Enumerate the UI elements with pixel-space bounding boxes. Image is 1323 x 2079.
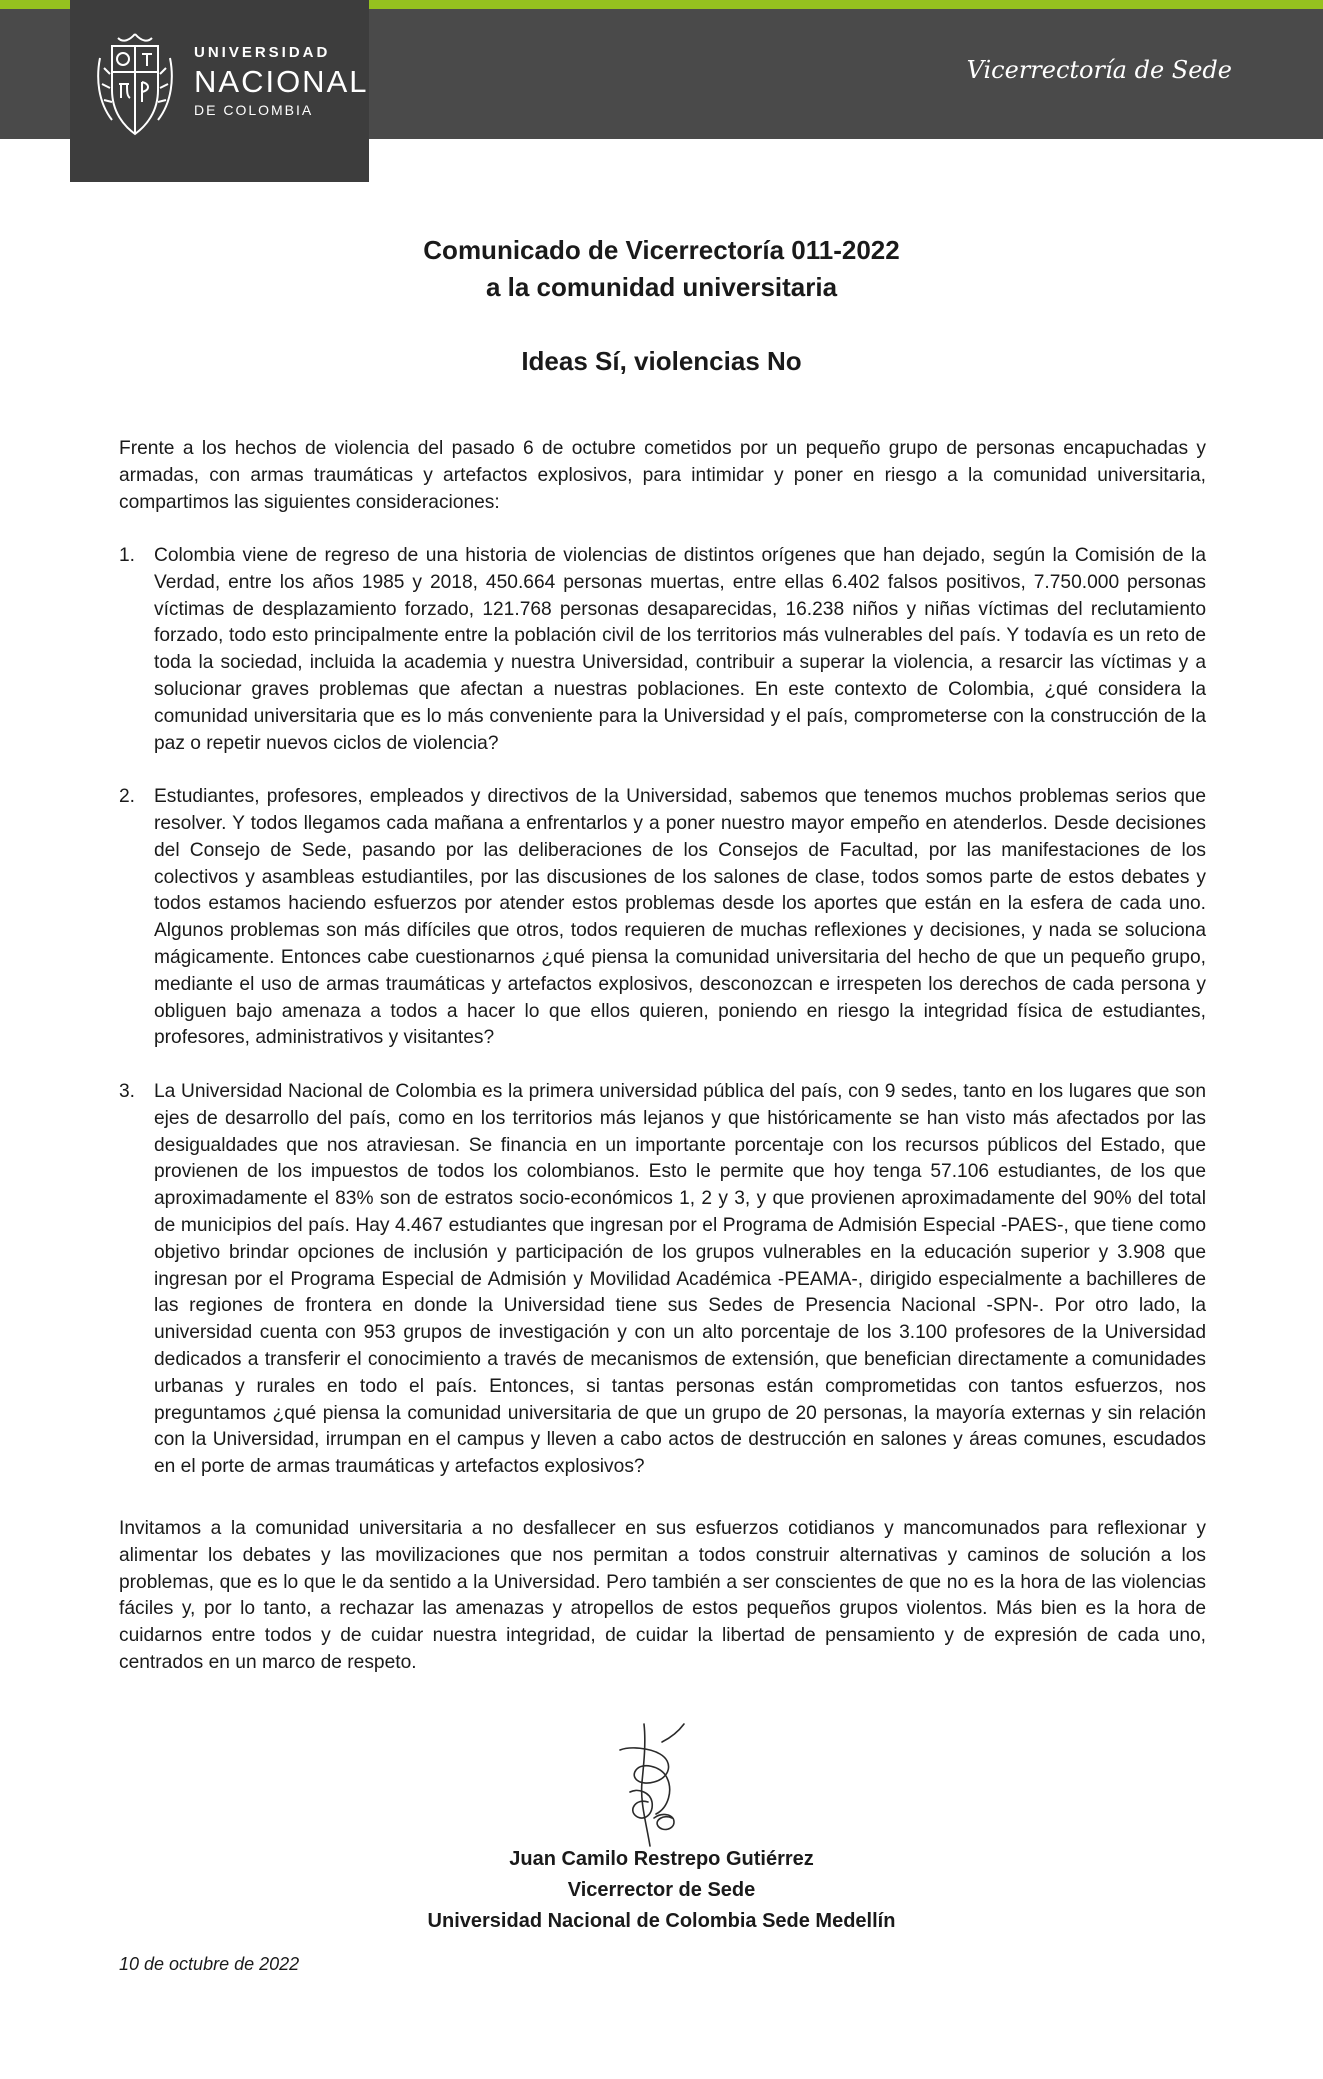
list-item <box>119 543 1206 757</box>
intro-paragraph: Frente a los hechos de violencia del pasado 6 de octubre cometidos por un pequeño grupo de personas encapuchadas y armadas, con armas traumáticas y artefactos explosivos, para intimidar y poner en riesgo a la comunidad universitaria, compartimos las siguientes consideraciones: <box>119 438 1206 513</box>
list-item-number: 1. <box>119 545 136 566</box>
university-logo <box>70 0 369 182</box>
title-line1: Comunicado de Vicerrectoría 011-2022 <box>423 235 900 265</box>
list-item-text: Colombia viene de regreso de una historia de violencias de distintos orígenes que han dejado, según la Comisión de la Verdad, entre los años 1985 y 2018, 450.664 personas muertas, entre ellas 6.402 falsos positivos, 7.750.000 personas víctimas de desplazamiento forzado, 121.768 personas desaparecidas, 16.238 niños y niñas víctimas del reclutamiento forzado, todo esto principalmente entre la población civil de los territorios más vulnerables del país. Y todavía es un reto de toda la sociedad, incluida la academia y nuestra Universidad, contribuir a superar la violencia, a resarcir las víctimas y a solucionar graves problemas que afectan a nuestras poblaciones. En este contexto de Colombia, ¿qué considera la comunidad universitaria que es lo más conveniente para la Universidad y el país, comprometerse con la construcción de la paz o repetir nuevos ciclos de violencia? <box>154 545 1206 754</box>
list-item-text: La Universidad Nacional de Colombia es la primera universidad pública del país, con 9 sedes, tanto en los lugares que son ejes de desarrollo del país, como en los territorios más lejanos y que históricamente se han visto más afectados por las desigualdades que nos atraviesan. Se financia en un importante porcentaje con los recursos públicos del Estado, que provienen de los impuestos de todos los colombianos. Esto le permite que hoy tenga 57.106 estudiantes, de los que aproximadamente el 83% son de estratos socio-económicos 1, 2 y 3, y que provienen aproximadamente del 90% del total de municipios del país. Hay 4.467 estudiantes que ingresan por el Programa de Admisión Especial -PAES-, que tiene como objetivo brindar opciones de inclusión y participación de los grupos vulnerables en la educación superior y 3.908 que ingresan por el Programa Especial de Admisión y Movilidad Académica -PEAMA-, dirigido especialmente a bachilleres de las regiones de frontera en donde la Universidad tiene sus Sedes de Presencia Nacional -SPN-. Por otro lado, la universidad cuenta con 953 grupos de investigación y con un alto porcentaje de los 3.100 profesores de la Universidad dedicados a transferir el conocimiento a través de mecanismos de extensión, que benefician directamente a comunidades urbanas y rurales en todo el país. Entonces, si tantas personas están comprometidas con tantos esfuerzos, nos preguntamos ¿qué piensa la comunidad universitaria de que un grupo de 20 personas, la mayoría externas y sin relación con la Universidad, irrumpan en el campus y lleven a cabo actos de destrucción en salones y áreas comunes, escudados en el porte de armas traumáticas y artefactos explosivos? <box>154 1080 1206 1478</box>
university-name-line1: UNIVERSIDAD <box>194 44 331 61</box>
handwritten-signature <box>600 1722 700 1852</box>
title-line2: a la comunidad universitaria <box>485 272 838 302</box>
university-crest-icon <box>92 28 178 140</box>
list-item-number: 2. <box>119 786 136 808</box>
signer-role: Vicerrector de Sede <box>567 1879 756 1901</box>
university-name-line3: DE COLOMBIA <box>194 102 314 118</box>
considerations-list <box>119 543 1206 1508</box>
signer-organization: Universidad Nacional de Colombia Sede Medellín <box>427 1910 896 1932</box>
document-title <box>0 232 1323 306</box>
list-item <box>119 1079 1206 1481</box>
list-item <box>119 784 1206 1052</box>
document-date: 10 de octubre de 2022 <box>119 1954 300 1974</box>
university-name-line2: NACIONAL <box>194 64 369 99</box>
signer-block <box>0 1844 1323 1937</box>
document-subtitle: Ideas Sí, violencias No <box>521 346 802 376</box>
list-item-text: Estudiantes, profesores, empleados y directivos de la Universidad, sabemos que tenemos muchos problemas serios que resolver. Y todos llegamos cada mañana a enfrentarlos y a poner nuestro mayor empeño en atenderlos. Desde decisiones del Consejo de Sede, pasando por las deliberaciones de los Consejos de Facultad, por las manifestaciones de los colectivos y asambleas estudiantiles, por las discusiones de los salones de clase, todos somos parte de estos debates y todos estamos haciendo esfuerzos por atender estos problemas desde los aportes que están en la esfera de cada uno. Algunos problemas son más difíciles que otros, todos requieren de muchas reflexiones y decisiones, y nada se soluciona mágicamente. Entonces cabe cuestionarnos ¿qué piensa la comunidad universitaria del hecho de que un pequeño grupo, mediante el uso de armas traumáticas y artefactos explosivos, desconozcan e irrespeten los derechos de cada persona y obliguen bajo amenaza a todos a hacer lo que ellos quieren, poniendo en riesgo la integridad física de estudiantes, profesores, administrativos y visitantes? <box>154 786 1206 1049</box>
closing-paragraph: Invitamos a la comunidad universitaria a no desfallecer en sus esfuerzos cotidianos y mancomunados para reflexionar y alimentar los debates y las movilizaciones que nos permitan a todos construir alternativas y caminos de solución a los problemas, que es lo que le da sentido a la Universidad. Pero también a ser conscientes de que no es la hora de las violencias fáciles y, por lo tanto, a rechazar las amenazas y atropellos de estos pequeños grupos violentos. Más bien es la hora de cuidarnos entre todos y de cuidar nuestra integridad, de cuidar la libertad de pensamiento y de expresión de cada uno, centrados en un marco de respeto. <box>119 1518 1206 1673</box>
unit-label: Vicerrectoría de Sede <box>966 56 1232 84</box>
signer-name: Juan Camilo Restrepo Gutiérrez <box>509 1848 814 1870</box>
list-item-number: 3. <box>119 1080 136 1102</box>
